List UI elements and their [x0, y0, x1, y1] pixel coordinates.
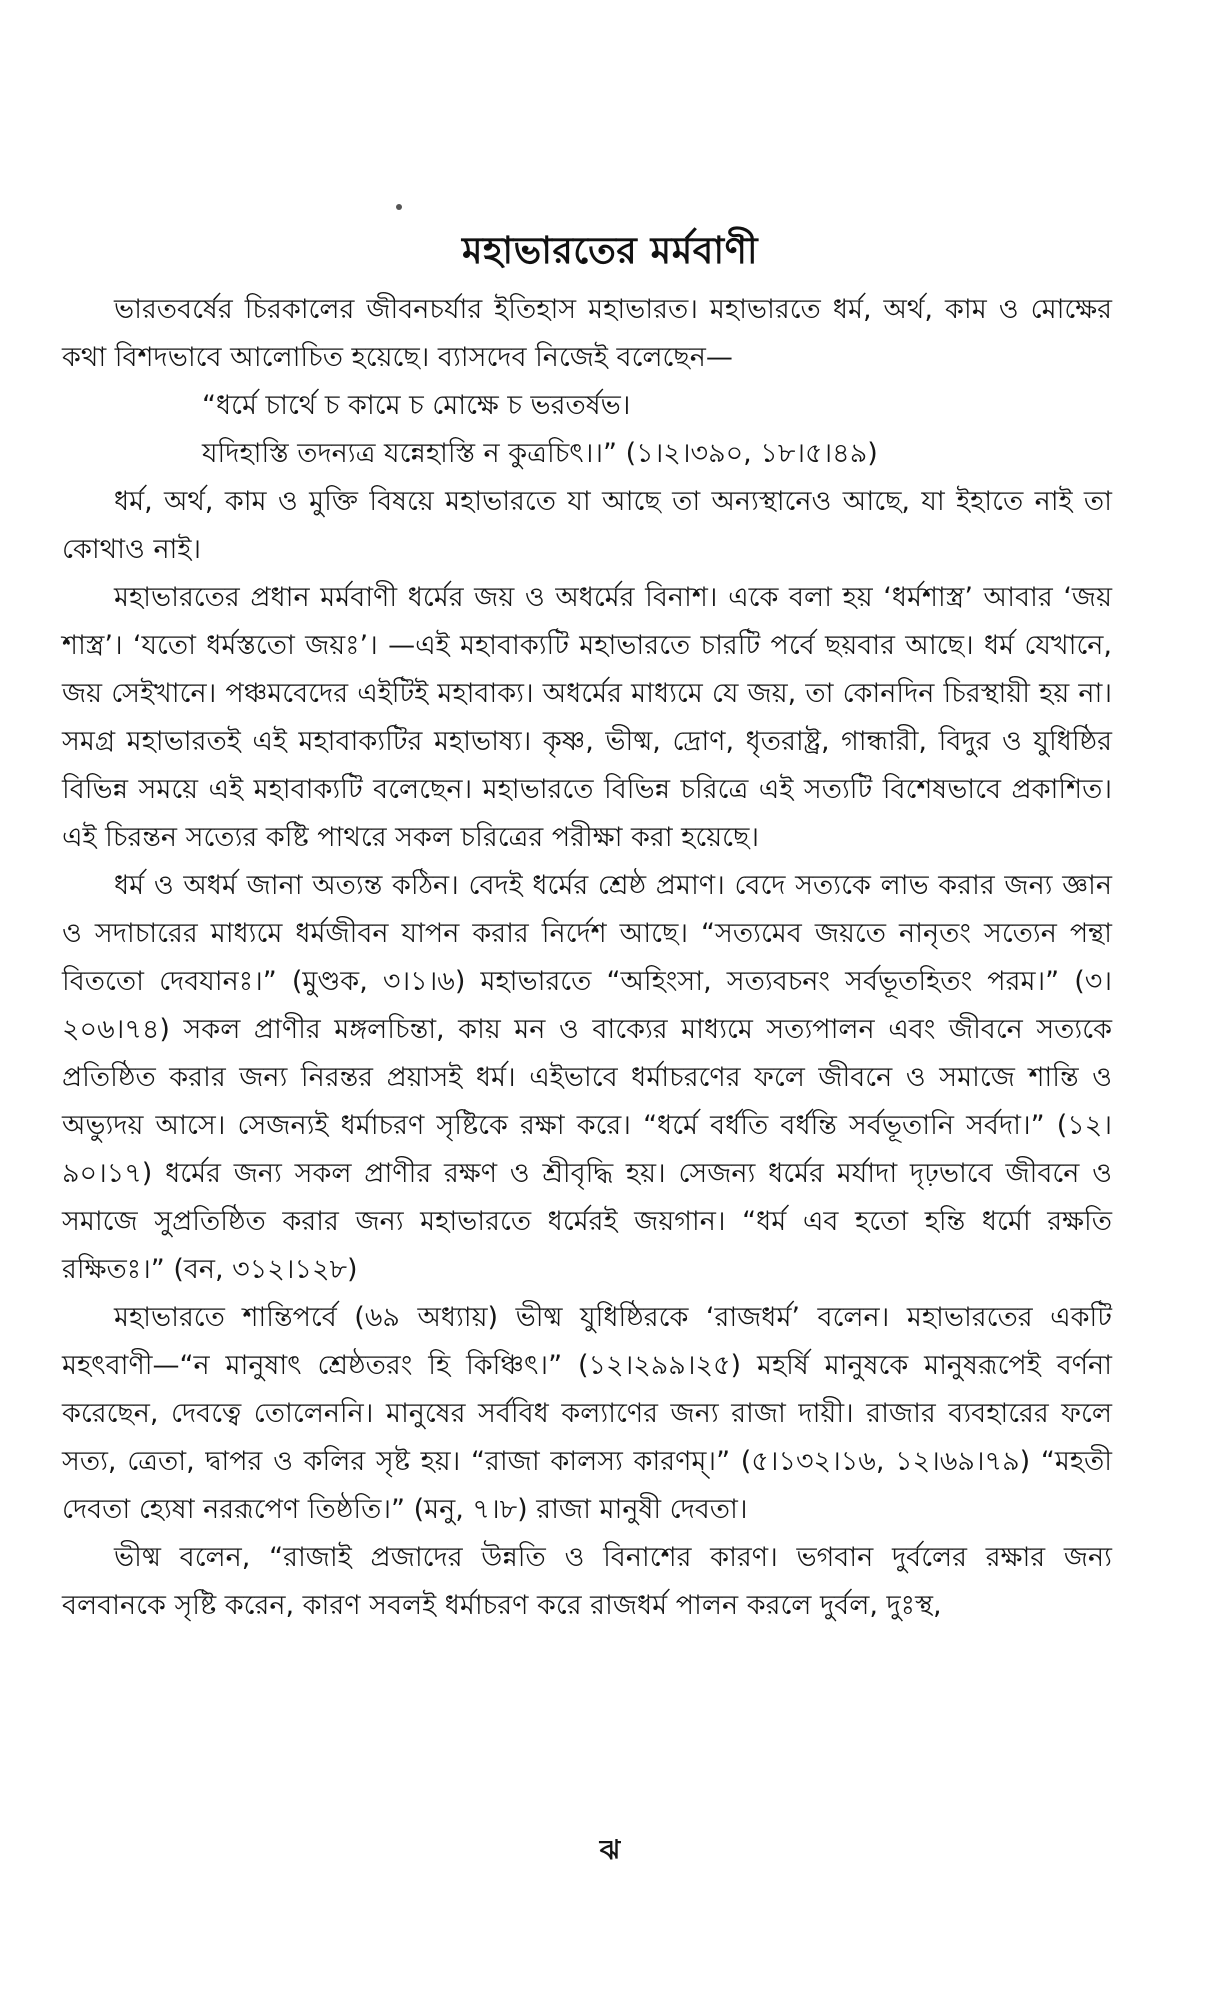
page-title: মহাভারতের মর্মবাণী — [461, 228, 759, 272]
paragraph-dharma-adharma: ধর্ম ও অধর্ম জানা অত্যন্ত কঠিন। বেদই ধর্মের শ্রেষ্ঠ প্রমাণ। বেদে সত্যকে লাভ করার জন্য জ্ঞান ও সদাচারের মাধ্যমে ধর্মজীবন যাপন করার নির্দেশ আছে। “সত্যমেব জয়তে নানৃতং সত্যেন পন্থা বিততো দেবযানঃ।” (মুণ্ডক, ৩।১।৬) মহাভারতে “অহিংসা, সত্যবচনং সর্বভূতহিতং পরম।” (৩।২০৬।৭৪) সকল প্রাণীর মঙ্গলচিন্তা, কায় মন ও বাক্যের মাধ্যমে সত্যপালন এবং জীবনে সত্যকে প্রতিষ্ঠিত করার জন্য নিরন্তর প্রয়াসই ধর্ম। এইভাবে ধর্মাচরণের ফলে জীবনে ও সমাজে শান্তি ও অভ্যুদয় আসে। সেজন্যই ধর্মাচরণ সৃষ্টিকে রক্ষা করে। “ধর্মে বর্ধতি বর্ধন্তি সর্বভূতানি সর্বদা।” (১২।৯০।১৭) ধর্মের জন্য সকল প্রাণীর রক্ষণ ও শ্রীবৃদ্ধি হয়। সেজন্য ধর্মের মর্যাদা দৃঢ়ভাবে জীবনে ও সমাজে সুপ্রতিষ্ঠিত করার জন্য মহাভারতে ধর্মেরই জয়গান। “ধর্ম এব হতো হন্তি ধর্মো রক্ষতি রক্ষিতঃ।” (বন, ৩১২।১২৮) — [62, 870, 1112, 1285]
paragraph-rajdharma: মহাভারতে শান্তিপর্বে (৬৯ অধ্যায়) ভীষ্ম যুধিষ্ঠিরকে ‘রাজধর্ম’ বলেন। মহাভারতের একটি মহৎবাণী—“ন মানুষাৎ শ্রেষ্ঠতরং হি কিঞ্চিৎ।” (১২।২৯৯।২৫) মহর্ষি মানুষকে মানুষরূপেই বর্ণনা করেছেন, দেবত্বে তোলেননি। মানুষের সর্ববিধ কল্যাণের জন্য রাজা দায়ী। রাজার ব্যবহারের ফলে সত্য, ত্রেতা, দ্বাপর ও কলির সৃষ্ট হয়। “রাজা কালস্য কারণম্।” (৫।১৩২।১৬, ১২।৬৯।৭৯) “মহতী দেবতা হ্যেষা নররূপেণ তিষ্ঠতি।” (মনু, ৭।৮) রাজা মানুষী দেবতা। — [62, 1302, 1112, 1525]
page-number: ঝ — [599, 1835, 621, 1866]
verse-line-1: “ধর্মে চার্থে চ কামে চ মোক্ষে চ ভরতর্ষভ। — [202, 390, 631, 421]
paragraph-bhishma: ভীষ্ম বলেন, “রাজাই প্রজাদের উন্নতি ও বিনাশের কারণ। ভগবান দুর্বলের রক্ষার জন্য বলবানকে সৃষ্টি করেন, কারণ সবলই ধর্মাচরণ করে রাজধর্ম পালন করলে দুর্বল, দুঃস্থ, — [62, 1542, 1112, 1621]
paragraph-main-message: মহাভারতের প্রধান মর্মবাণী ধর্মের জয় ও অধর্মের বিনাশ। একে বলা হয় ‘ধর্মশাস্ত্র’ আবার ‘জয় শাস্ত্র’। ‘যতো ধর্মস্ততো জয়ঃ’। —এই মহাবাক্যটি মহাভারতে চারটি পর্বে ছয়বার আছে। ধর্ম যেখানে, জয় সেইখানে। পঞ্চমবেদের এইটিই মহাবাক্য। অধর্মের মাধ্যমে যে জয়, তা কোনদিন চিরস্থায়ী হয় না। সমগ্র মহাভারতই এই মহাবাক্যটির মহাভাষ্য। কৃষ্ণ, ভীষ্ম, দ্রোণ, ধৃতরাষ্ট্র, গান্ধারী, বিদুর ও যুধিষ্ঠির বিভিন্ন সময়ে এই মহাবাক্যটি বলেছেন। মহাভারতে বিভিন্ন চরিত্রে এই সত্যটি বিশেষভাবে প্রকাশিত। এই চিরন্তন সত্যের কষ্টি পাথরে সকল চরিত্রের পরীক্ষা করা হয়েছে। — [62, 582, 1112, 853]
paragraph-intro: ভারতবর্ষের চিরকালের জীবনচর্যার ইতিহাস মহাভারত। মহাভারতে ধর্ম, অর্থ, কাম ও মোক্ষের কথা বিশদভাবে আলোচিত হয়েছে। ব্যাসদেব নিজেই বলেছেন— — [62, 294, 1112, 373]
body-text — [62, 286, 1112, 1630]
title-ornament-mark — [396, 204, 402, 210]
paragraph-dharma-artha: ধর্ম, অর্থ, কাম ও মুক্তি বিষয়ে মহাভারতে যা আছে তা অন্যস্থানেও আছে, যা ইহাতে নাই তা কোথাও নাই। — [62, 486, 1112, 565]
verse-line-2: যদিহাস্তি তদন্যত্র যন্নেহাস্তি ন কুত্রচিৎ।।” (১।২।৩৯০, ১৮।৫।৪৯) — [202, 438, 878, 469]
